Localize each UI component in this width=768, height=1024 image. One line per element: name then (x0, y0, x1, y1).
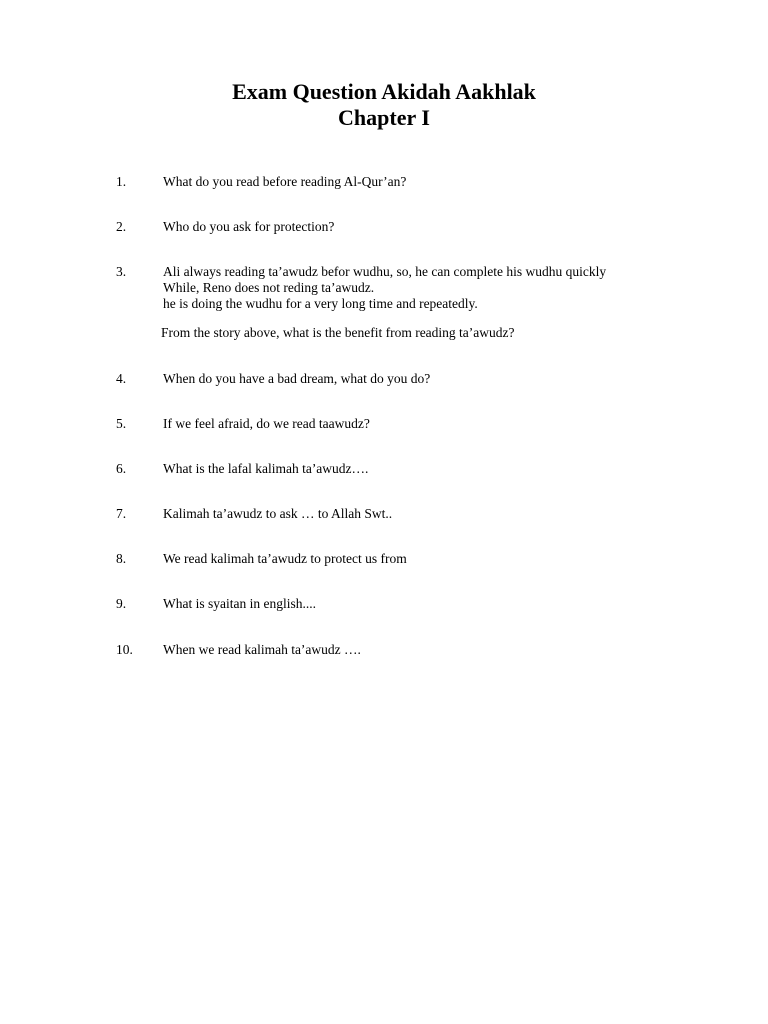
question-number: 9. (116, 596, 127, 611)
question-line: he is doing the wudhu for a very long time and repeatedly. (163, 296, 478, 311)
question-text (163, 219, 334, 235)
question-line: What is the lafal kalimah ta’awudz…. (163, 461, 369, 476)
question-line: When we read kalimah ta’awudz …. (163, 642, 361, 657)
question-line: When do you have a bad dream, what do you do? (163, 371, 431, 386)
question-number: 1. (116, 174, 127, 189)
question-line: We read kalimah ta’awudz to protect us from (163, 551, 407, 566)
question-text (163, 461, 368, 477)
question-text (163, 264, 606, 312)
question-number: 6. (116, 461, 127, 476)
question-text (163, 174, 406, 190)
question-number: 2. (116, 219, 127, 234)
question-text (163, 596, 316, 612)
question-number: 8. (116, 551, 127, 566)
question-line: Kalimah ta’awudz to ask … to Allah Swt.. (163, 506, 393, 521)
question-followup: From the story above, what is the benefit from reading ta’awudz? (161, 325, 515, 340)
question-number: 7. (116, 506, 127, 521)
question-text (163, 416, 370, 432)
question-line: Who do you ask for protection? (163, 219, 335, 234)
question-line: What is syaitan in english.... (163, 596, 316, 611)
question-line: If we feel afraid, do we read taawudz? (163, 416, 370, 431)
document-subtitle: Chapter I (338, 105, 430, 130)
question-text (163, 506, 392, 522)
question-number: 10. (116, 642, 133, 657)
question-text (163, 551, 407, 567)
question-line: What do you read before reading Al-Qur’an? (163, 174, 407, 189)
document-title: Exam Question Akidah Aakhlak (232, 79, 536, 104)
question-text (163, 371, 430, 387)
question-number: 3. (116, 264, 127, 279)
question-line: While, Reno does not reding ta’awudz. (163, 280, 375, 295)
question-text (163, 642, 361, 658)
question-number: 5. (116, 416, 127, 431)
question-line: Ali always reading ta’awudz befor wudhu, so, he can complete his wudhu quickly (163, 264, 607, 279)
question-number: 4. (116, 371, 127, 386)
